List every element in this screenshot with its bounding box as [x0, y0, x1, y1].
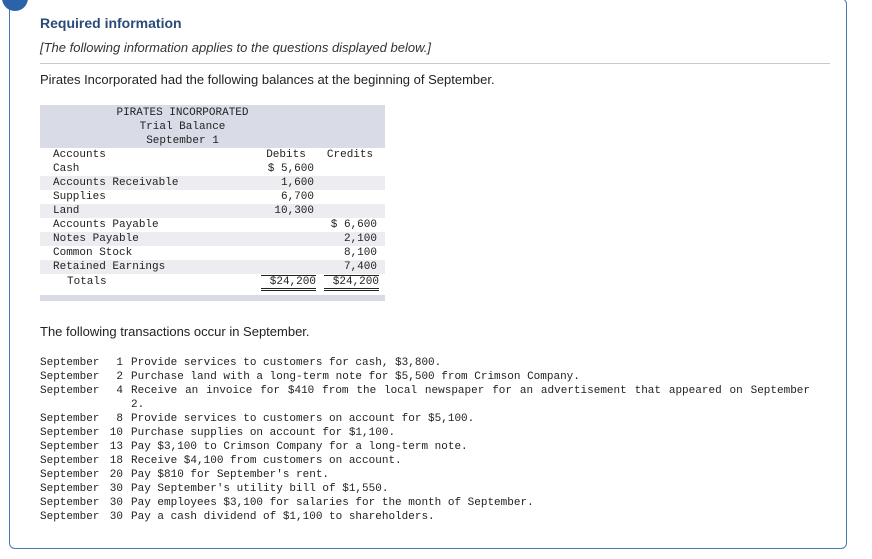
tx-text: Pay $810 for September's rent. [131, 469, 330, 481]
col-credits: Credits [326, 149, 374, 161]
account-name: Cash [53, 163, 80, 175]
tx-day: 30 [109, 483, 123, 495]
list-item [40, 496, 830, 510]
list-item [40, 440, 830, 454]
column-header-row [40, 148, 385, 162]
account-name: Land [53, 205, 80, 217]
company-name: PIRATES INCORPORATED [116, 107, 249, 119]
tx-text: Receive an invoice for $410 from the local newspaper for an advertisement that appeared on September 2. [131, 385, 810, 411]
trial-balance-header [40, 105, 385, 148]
tx-day: 30 [109, 511, 123, 523]
list-item [40, 356, 830, 370]
tx-month: September [40, 469, 100, 481]
tx-month: September [40, 483, 100, 495]
col-debits: Debits [266, 149, 306, 161]
tx-text: Pay a cash dividend of $1,100 to shareholders. [131, 511, 435, 523]
credit-value: 7,400 [343, 261, 377, 273]
question-marker-icon [2, 0, 28, 11]
transactions-list [40, 356, 830, 524]
table-row [40, 232, 385, 246]
tx-text: Pay $3,100 to Crimson Company for a long-term note. [131, 441, 468, 453]
totals-row [40, 275, 385, 289]
table-row [40, 246, 385, 260]
total-credits: $24,200 [324, 275, 379, 291]
account-name: Common Stock [53, 247, 133, 259]
tx-month: September [40, 441, 100, 453]
list-item [40, 510, 830, 524]
table-row [40, 204, 385, 218]
tx-text: Provide services to customers for cash, $3,800. [131, 357, 442, 369]
totals-label: Totals [67, 276, 107, 288]
tx-month: September [40, 511, 100, 523]
list-item [40, 454, 830, 468]
tx-text: Pay employees $3,100 for salaries for the month of September. [131, 497, 534, 509]
table-row [40, 162, 385, 176]
tx-day: 18 [109, 455, 123, 467]
tx-month: September [40, 357, 100, 369]
tx-text: Receive $4,100 from customers on account. [131, 455, 402, 467]
list-item [40, 370, 830, 384]
tx-month: September [40, 427, 100, 439]
table-row [40, 260, 385, 274]
tx-day: 20 [109, 469, 123, 481]
credit-value: $ 6,600 [330, 219, 377, 231]
tx-day: 10 [109, 427, 123, 439]
table-row [40, 218, 385, 232]
list-item [40, 384, 830, 412]
table-row [40, 176, 385, 190]
tx-month: September [40, 497, 100, 509]
col-accounts: Accounts [53, 149, 106, 161]
account-name: Accounts Payable [53, 219, 159, 231]
list-item [40, 426, 830, 440]
total-debits: $24,200 [261, 275, 316, 291]
list-item [40, 482, 830, 496]
debit-value: 1,600 [280, 177, 314, 189]
statement-title: Trial Balance [139, 121, 226, 133]
account-name: Notes Payable [53, 233, 139, 245]
credit-value: 2,100 [343, 233, 377, 245]
table-footer-bar [40, 295, 385, 301]
credit-value: 8,100 [343, 247, 377, 259]
debit-value: $ 5,600 [267, 163, 314, 175]
account-name: Accounts Receivable [53, 177, 179, 189]
tx-month: September [40, 385, 100, 397]
debit-value: 6,700 [280, 191, 314, 203]
tx-day: 1 [116, 357, 123, 369]
required-info-title: Required information [40, 15, 182, 31]
debit-value: 10,300 [274, 205, 314, 217]
divider [40, 63, 830, 64]
tx-day: 30 [109, 497, 123, 509]
tx-day: 4 [116, 385, 123, 397]
transactions-heading: The following transactions occur in September. [40, 324, 310, 339]
tx-day: 13 [109, 441, 123, 453]
tx-text: Pay September's utility bill of $1,550. [131, 483, 389, 495]
table-row [40, 190, 385, 204]
trial-balance-table [40, 105, 385, 301]
tx-month: September [40, 371, 100, 383]
tx-text: Purchase supplies on account for $1,100. [131, 427, 396, 439]
statement-date: September 1 [146, 135, 219, 147]
intro-text: Pirates Incorporated had the following balances at the beginning of September. [40, 72, 495, 87]
tx-month: September [40, 413, 100, 425]
info-note: [The following information applies to the questions displayed below.] [40, 40, 431, 55]
account-name: Supplies [53, 191, 106, 203]
tx-text: Provide services to customers on account for $5,100. [131, 413, 475, 425]
account-name: Retained Earnings [53, 261, 166, 273]
tx-text: Purchase land with a long-term note for $5,500 from Crimson Company. [131, 371, 580, 383]
list-item [40, 468, 830, 482]
tx-month: September [40, 455, 100, 467]
tx-day: 8 [116, 413, 123, 425]
list-item [40, 412, 830, 426]
tx-day: 2 [116, 371, 123, 383]
